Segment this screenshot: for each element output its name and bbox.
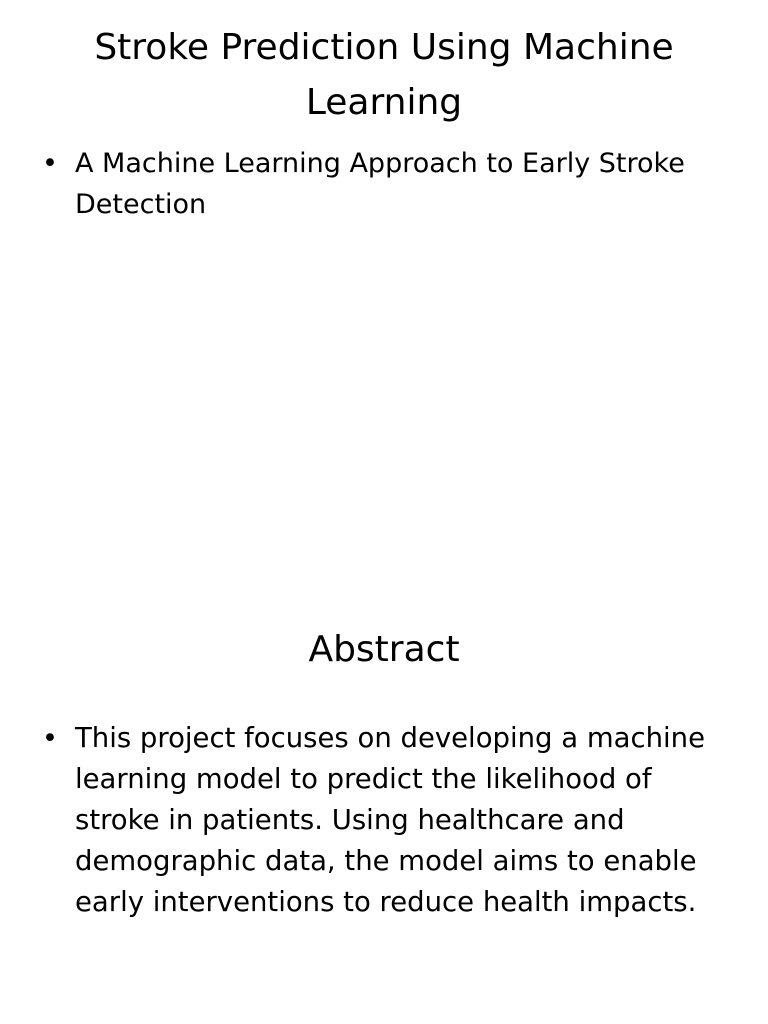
bullet-item — [42, 143, 722, 225]
bullet-dot-icon: • — [42, 723, 58, 754]
bullet-dot-icon: • — [42, 148, 58, 179]
bullet-item — [42, 718, 722, 923]
slide-abstract — [0, 512, 768, 1024]
bullet-text: This project focuses on developing a machine learning model to predict the likelihood of stroke in patients. Using healthcare and demographic data, the model aims to enable early interventions to reduce health impacts. — [75, 722, 706, 918]
slide-title-heading: Stroke Prediction Using Machine Learning — [94, 27, 674, 123]
bullet-text: A Machine Learning Approach to Early Stroke Detection — [75, 148, 685, 220]
slide-abstract-bullet-list — [42, 718, 722, 923]
slide-title-bullet-list — [42, 143, 722, 225]
slide-abstract-heading: Abstract — [308, 629, 460, 670]
